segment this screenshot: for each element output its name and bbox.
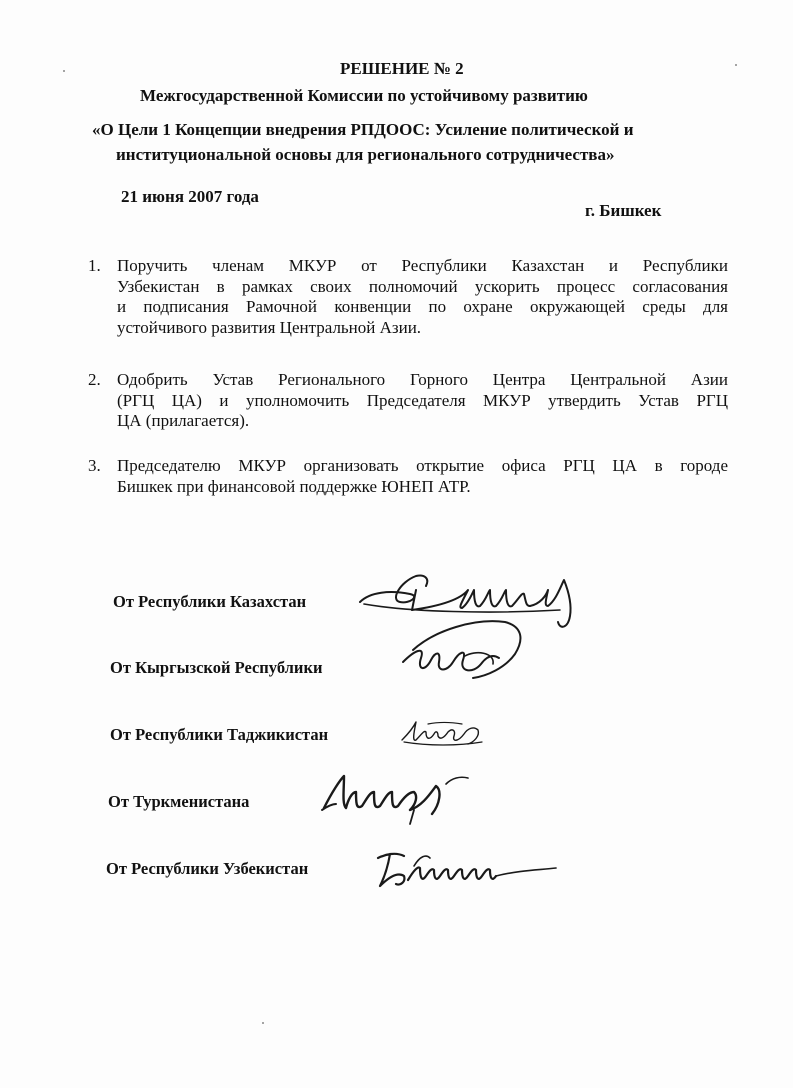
signatory-label-uzbekistan: От Республики Узбекистан	[106, 859, 309, 878]
item-line: (РГЦ ЦА) и уполномочить Председателя МКУР утвердить Устав РГЦ	[117, 390, 728, 410]
document-date: 21 июня 2007 года	[121, 187, 259, 206]
list-item	[88, 256, 728, 338]
item-text	[117, 456, 728, 497]
scan-speck	[735, 64, 737, 66]
item-line: ЦА (прилагается).	[117, 411, 250, 430]
item-line: и подписания Рамочной конвенции по охране окружающей среды для	[117, 297, 728, 316]
subject-line-2: институциональной основы для регионального сотрудничества»	[116, 145, 615, 164]
list-item	[88, 370, 728, 432]
signatory-label-tajikistan: От Республики Таджикистан	[110, 725, 329, 744]
signature-kyrgyzstan	[395, 610, 545, 690]
item-number: 2.	[88, 370, 101, 389]
item-number: 3.	[88, 456, 101, 475]
item-text	[117, 256, 728, 338]
list-item	[88, 456, 728, 497]
issuer-line: Межгосударственной Комиссии по устойчивому развитию	[140, 86, 588, 105]
decision-heading: РЕШЕНИЕ № 2	[340, 59, 464, 78]
item-line: Узбекистан в рамках своих полномочий ускорить процесс согласования	[117, 276, 728, 296]
item-line: Поручить членам МКУР от Республики Казахстан и Республики	[117, 256, 728, 275]
signatory-label-kyrgyzstan: От Кыргызской Республики	[110, 658, 323, 677]
item-line: Бишкек при финансовой поддержке ЮНЕП АТР.	[117, 476, 471, 496]
signatory-label-kazakhstan: От Республики Казахстан	[113, 592, 307, 611]
signature-turkmenistan	[318, 770, 478, 830]
scan-speck	[63, 70, 65, 72]
item-number: 1.	[88, 256, 101, 275]
signatory-label-turkmenistan: От Туркменистана	[108, 792, 250, 811]
scan-speck	[262, 1022, 264, 1024]
item-text	[117, 370, 728, 432]
signature-uzbekistan	[370, 846, 560, 896]
subject-line-1: «О Цели 1 Концепции внедрения РПДООС: Усиление политической и	[92, 120, 634, 139]
signature-tajikistan	[398, 716, 488, 756]
item-line: устойчивого развития Центральной Азии.	[117, 317, 422, 337]
document-place: г. Бишкек	[585, 201, 662, 220]
item-line: Одобрить Устав Регионального Горного Центра Центральной Азии	[117, 370, 728, 389]
item-line: Председателю МКУР организовать открытие офиса РГЦ ЦА в городе	[117, 456, 728, 475]
